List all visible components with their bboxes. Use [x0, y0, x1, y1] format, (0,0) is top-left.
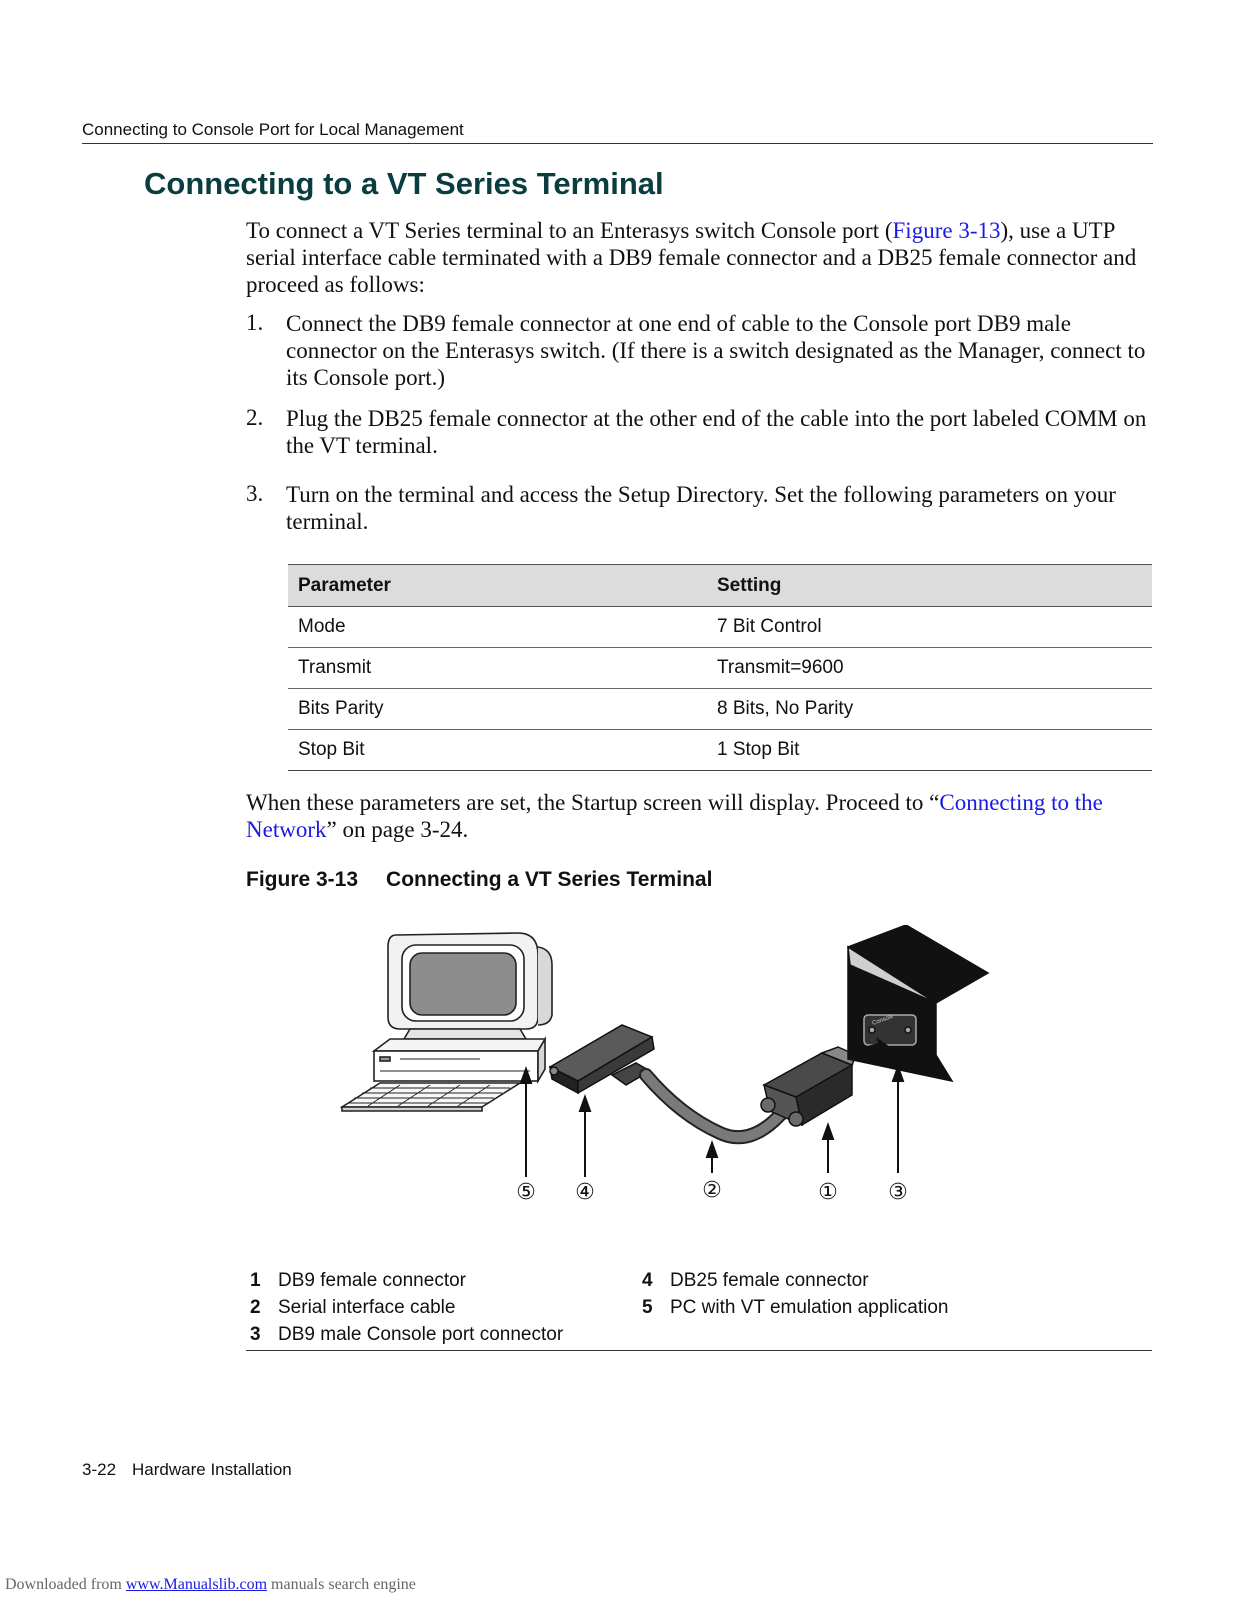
- page-footer: [82, 1460, 292, 1480]
- legend-number: 5: [642, 1297, 653, 1318]
- parameter-cell: Transmit: [288, 648, 707, 689]
- step-text-1: Connect the DB9 female connector at one end of cable to the Console port DB9 male connector on the Enterasys switch. (If there is a switch designated as the Manager, connect to its Console port.): [286, 311, 1146, 390]
- running-head: Connecting to Console Port for Local Management: [82, 120, 464, 139]
- parameter-cell: Stop Bit: [288, 730, 707, 771]
- step-number-1: 1.: [246, 310, 264, 335]
- connection-diagram: [340, 925, 1020, 1235]
- closing-text-end: ” on page 3-24.: [326, 817, 469, 842]
- section-title: Connecting to a VT Series Terminal: [144, 166, 664, 201]
- download-prefix: Downloaded from: [5, 1576, 126, 1593]
- header-rule: [82, 143, 1153, 144]
- closing-text-start: When these parameters are set, the Startup screen will display. Proceed to “: [246, 790, 940, 815]
- setting-cell: 7 Bit Control: [707, 607, 1152, 648]
- header-parameter: Parameter: [288, 565, 707, 607]
- legend-number: 3: [250, 1324, 261, 1345]
- legend-item-4: [642, 1270, 869, 1292]
- legend-number: 4: [642, 1270, 653, 1291]
- step-text-2: Plug the DB25 female connector at the other end of the cable into the port labeled COMM on the VT terminal.: [286, 406, 1147, 458]
- legend-text: DB9 male Console port connector: [278, 1324, 564, 1345]
- parameter-cell: Mode: [288, 607, 707, 648]
- callout-2: ②: [702, 1178, 722, 1203]
- figure-number: Figure 3-13: [246, 868, 359, 891]
- step-number-2: 2.: [246, 405, 264, 430]
- db25-connector-illustration: [550, 1025, 654, 1093]
- table-row: [288, 730, 1152, 771]
- book-title: Hardware Installation: [132, 1460, 292, 1479]
- callout-1: ①: [818, 1180, 838, 1205]
- figure-link[interactable]: Figure 3-13: [892, 218, 1001, 243]
- intro-text-start: To connect a VT Series terminal to an Enterasys switch Console port (: [246, 218, 893, 243]
- download-banner: [5, 1576, 416, 1594]
- callout-5: ⑤: [516, 1180, 536, 1205]
- legend-text: PC with VT emulation application: [670, 1297, 949, 1318]
- network-link[interactable]: Connecting to the Network: [246, 790, 1103, 842]
- legend-rule: [246, 1350, 1152, 1351]
- table-row: [288, 689, 1152, 730]
- setting-cell: Transmit=9600: [707, 648, 1152, 689]
- legend-item-3: [250, 1324, 563, 1346]
- intro-text-end: ), use a UTP serial interface cable terminated with a DB9 female connector and a DB25 female connector and proceed as follows:: [246, 218, 1137, 297]
- setting-cell: 1 Stop Bit: [707, 730, 1152, 771]
- table-row: [288, 607, 1152, 648]
- page-number: 3-22: [82, 1460, 117, 1479]
- legend-text: DB9 female connector: [278, 1270, 466, 1291]
- legend-text: Serial interface cable: [278, 1297, 456, 1318]
- console-port-label: Console: [871, 1013, 895, 1027]
- callout-4: ④: [575, 1180, 595, 1205]
- figure-caption: [246, 868, 712, 892]
- legend-text: DB25 female connector: [670, 1270, 869, 1291]
- legend-item-5: [642, 1297, 948, 1319]
- switch-chassis-illustration: [848, 925, 988, 1081]
- figure-title: Connecting a VT Series Terminal: [386, 868, 713, 891]
- table-row: [288, 648, 1152, 689]
- step-text-3: Turn on the terminal and access the Setup Directory. Set the following parameters on your terminal.: [286, 482, 1116, 534]
- intro-paragraph: [246, 217, 1166, 298]
- header-setting: Setting: [707, 565, 1152, 607]
- legend-number: 1: [250, 1270, 261, 1291]
- download-suffix: manuals search engine: [267, 1576, 416, 1593]
- legend-number: 2: [250, 1297, 261, 1318]
- parameter-cell: Bits Parity: [288, 689, 707, 730]
- setting-cell: 8 Bits, No Parity: [707, 689, 1152, 730]
- manualslib-link[interactable]: www.Manualslib.com: [125, 1576, 268, 1593]
- parameters-table: [288, 564, 1152, 771]
- table-header-row: [288, 565, 1152, 607]
- pc-terminal-illustration: [342, 933, 552, 1111]
- callout-3: ③: [888, 1180, 908, 1205]
- legend-item-1: [250, 1270, 466, 1292]
- legend-item-2: [250, 1297, 455, 1319]
- step-number-3: 3.: [246, 481, 264, 506]
- closing-paragraph: [246, 789, 1166, 843]
